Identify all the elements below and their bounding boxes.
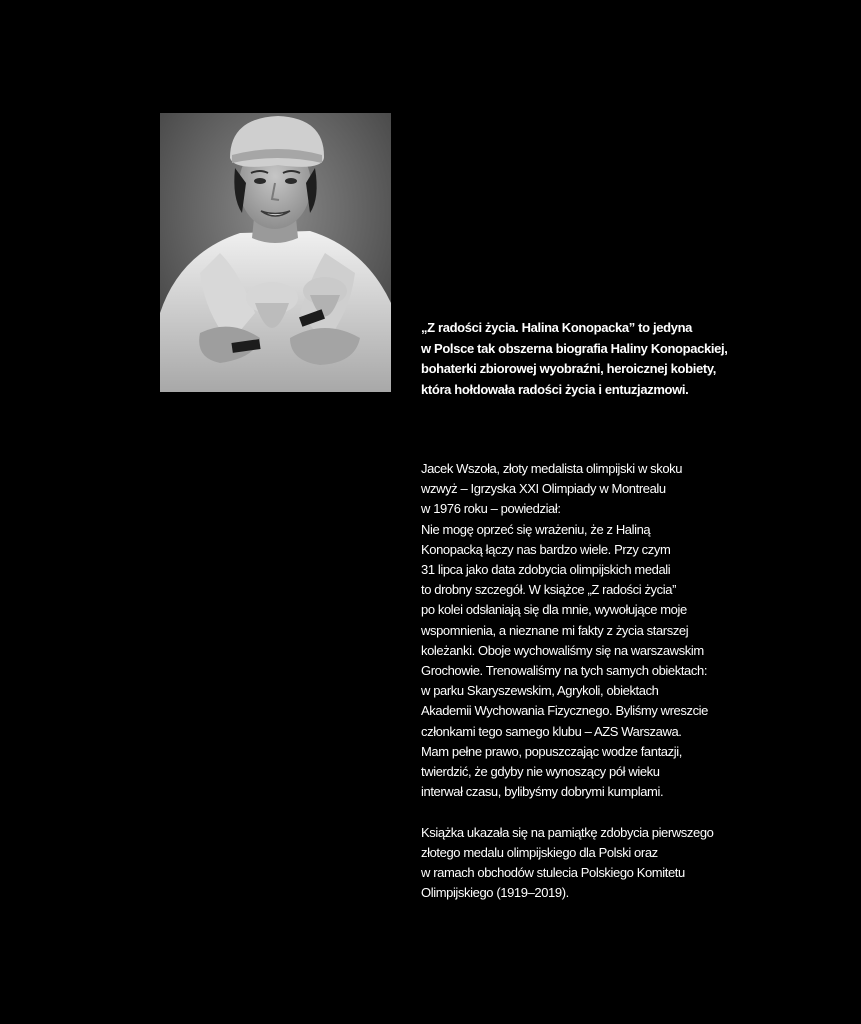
quote-line: po kolei odsłaniają się dla mnie, wywołujące moje <box>421 602 687 618</box>
closing-line: w ramach obchodów stulecia Polskiego Komitetu <box>421 865 685 881</box>
lead-line: w Polsce tak obszerna biografia Haliny Konopackiej, <box>421 340 728 356</box>
closing-line: Olimpijskiego (1919–2019). <box>421 885 569 901</box>
portrait-photo-icon <box>160 113 391 392</box>
lead-line: która hołdowała radości życia i entuzjazmowi. <box>421 381 689 397</box>
quote-line: Nie mogę oprzeć się wrażeniu, że z Haliną <box>421 521 651 537</box>
quote-line: członkami tego samego klubu – AZS Warszawa. <box>421 723 682 739</box>
body-text <box>421 459 761 903</box>
lead-line: „Z radości życia. Halina Konopacka” to jedyna <box>421 320 693 335</box>
quote-line: to drobny szczegół. W książce „Z radości życia” <box>421 582 677 598</box>
quote-line: wzwyż – Igrzyska XXI Olimpiady w Montrealu <box>421 481 666 497</box>
quote-line: Mam pełne prawo, popuszczając wodze fantazji, <box>421 743 682 759</box>
quote-line: w 1976 roku – powiedział: <box>421 501 561 517</box>
quote-line: Akademii Wychowania Fizycznego. Byliśmy wreszcie <box>421 703 708 719</box>
quote-line: w parku Skaryszewskim, Agrykoli, obiektach <box>421 683 659 699</box>
lead-paragraph <box>421 318 761 400</box>
lead-line: bohaterki zbiorowej wyobraźni, heroicznej kobiety, <box>421 361 717 376</box>
quote-line: koleżanki. Oboje wychowaliśmy się na warszawskim <box>421 642 704 658</box>
portrait-photo <box>160 113 391 392</box>
quote-line: 31 lipca jako data zdobycia olimpijskich medali <box>421 562 671 578</box>
quote-line: Konopacką łączy nas bardzo wiele. Przy czym <box>421 541 671 557</box>
paragraph-spacer <box>421 802 761 822</box>
quote-line: Jacek Wszoła, złoty medalista olimpijski w skoku <box>421 461 683 476</box>
quote-line: twierdzić, że gdyby nie wynoszący pół wieku <box>421 764 660 780</box>
closing-line: Książka ukazała się na pamiątkę zdobycia pierwszego <box>421 824 714 840</box>
quote-line: wspomnienia, a nieznane mi fakty z życia starszej <box>421 622 689 638</box>
quote-paragraph <box>421 459 761 802</box>
quote-line: interwał czasu, bylibyśmy dobrymi kumplami. <box>421 784 664 800</box>
quote-line: Grochowie. Trenowaliśmy na tych samych obiektach: <box>421 663 708 679</box>
closing-line: złotego medalu olimpijskiego dla Polski oraz <box>421 844 658 860</box>
closing-paragraph <box>421 823 761 904</box>
